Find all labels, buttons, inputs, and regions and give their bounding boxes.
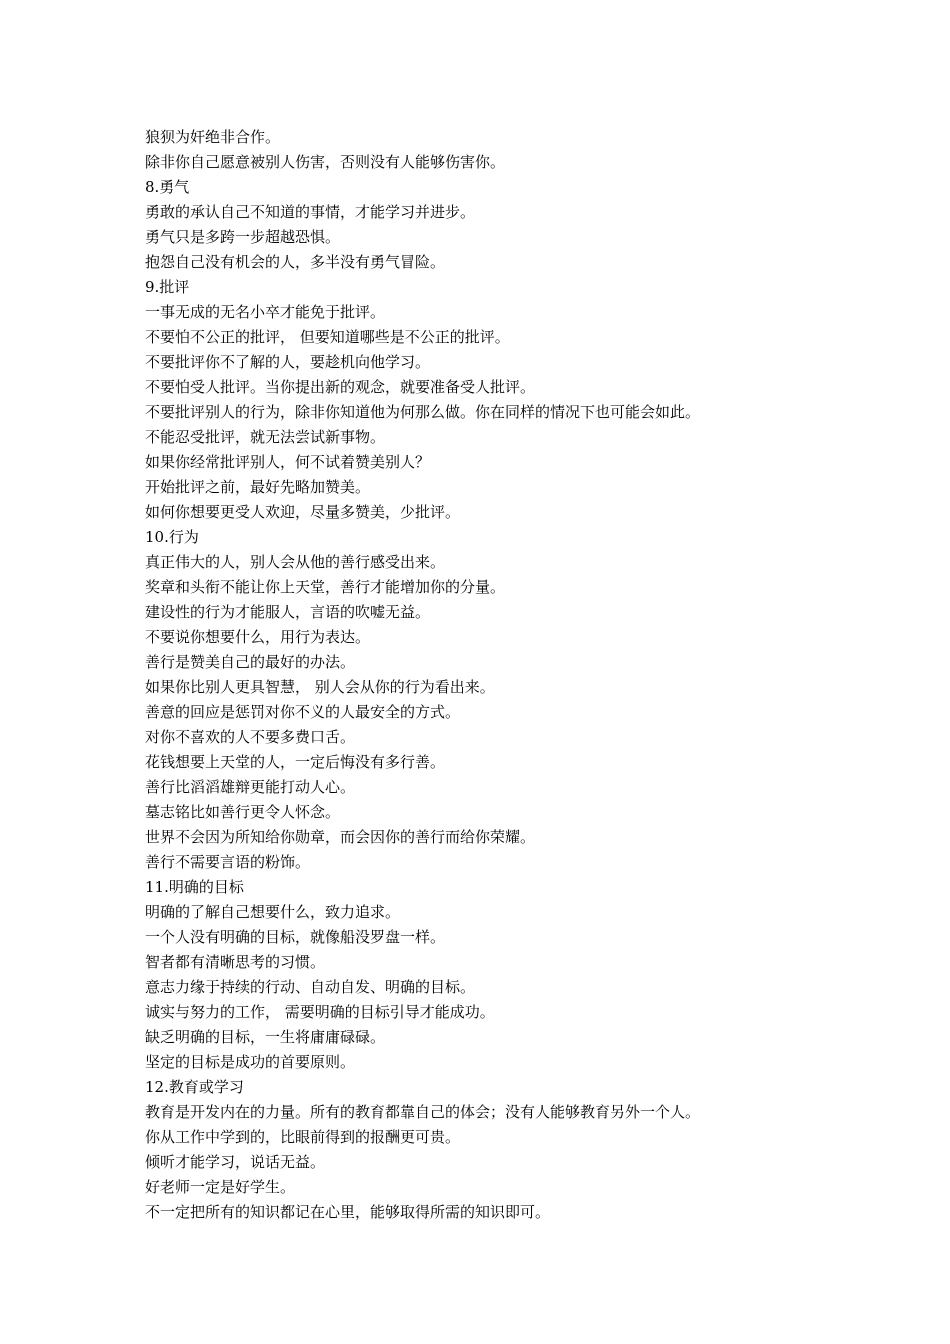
text-line: 善行不需要言语的粉饰。: [145, 853, 311, 871]
text-line: 智者都有清晰思考的习惯。: [145, 953, 326, 971]
text-line: 世界不会因为所知给你勋章，而会因你的善行而给你荣耀。: [145, 828, 536, 846]
text-line: 如果你经常批评别人，何不试着赞美别人？: [145, 453, 431, 471]
text-line: 勇敢的承认自己不知道的事情，才能学习并进步。: [145, 203, 476, 221]
text-line: 花钱想要上天堂的人，一定后悔没有多行善。: [145, 753, 446, 771]
text-line: 一个人没有明确的目标，就像船没罗盘一样。: [145, 928, 446, 946]
text-line: 除非你自己愿意被别人伤害，否则没有人能够伤害你。: [145, 153, 506, 171]
text-line: 不能忍受批评，就无法尝试新事物。: [145, 428, 386, 446]
text-line: 抱怨自己没有机会的人，多半没有勇气冒险。: [145, 253, 446, 271]
text-line: 真正伟大的人，别人会从他的善行感受出来。: [145, 553, 446, 571]
text-line: 意志力缘于持续的行动、自动自发、明确的目标。: [145, 978, 476, 996]
text-line: 善行是赞美自己的最好的办法。: [145, 653, 356, 671]
section-heading: 8.勇气: [145, 178, 190, 196]
text-line: 不一定把所有的知识都记在心里，能够取得所需的知识即可。: [145, 1203, 551, 1221]
text-line: 不要批评你不了解的人，要趁机向他学习。: [145, 353, 431, 371]
text-line: 教育是开发内在的力量。所有的教育都靠自己的体会；没有人能够教育另外一个人。: [145, 1103, 701, 1121]
text-line: 墓志铭比如善行更令人怀念。: [145, 803, 341, 821]
text-line: 不要怕不公正的批评， 但要知道哪些是不公正的批评。: [145, 328, 510, 346]
text-line: 勇气只是多跨一步超越恐惧。: [145, 228, 341, 246]
text-line: 坚定的目标是成功的首要原则。: [145, 1053, 356, 1071]
text-line: 倾听才能学习，说话无益。: [145, 1153, 326, 1171]
text-line: 不要说你想要什么，用行为表达。: [145, 628, 371, 646]
text-line: 如果你比别人更具智慧， 别人会从你的行为看出来。: [145, 678, 495, 696]
text-line: 你从工作中学到的，比眼前得到的报酬更可贵。: [145, 1128, 461, 1146]
text-line: 狼狈为奸绝非合作。: [145, 128, 281, 146]
text-line: 缺乏明确的目标，一生将庸庸碌碌。: [145, 1028, 386, 1046]
section-heading: 10.行为: [145, 528, 199, 546]
text-line: 不要怕受人批评。当你提出新的观念，就要准备受人批评。: [145, 378, 536, 396]
section-heading: 9.批评: [145, 278, 190, 296]
text-line: 不要批评别人的行为，除非你知道他为何那么做。你在同样的情况下也可能会如此。: [145, 403, 701, 421]
section-heading: 12.教育或学习: [145, 1078, 244, 1096]
text-line: 开始批评之前，最好先略加赞美。: [145, 478, 371, 496]
section-heading: 11.明确的目标: [145, 878, 244, 896]
text-line: 诚实与努力的工作， 需要明确的目标引导才能成功。: [145, 1003, 495, 1021]
document-body: [145, 125, 845, 1225]
text-line: 善意的回应是惩罚对你不义的人最安全的方式。: [145, 703, 461, 721]
text-line: 明确的了解自己想要什么，致力追求。: [145, 903, 401, 921]
text-line: 奖章和头衔不能让你上天堂，善行才能增加你的分量。: [145, 578, 506, 596]
text-line: 建设性的行为才能服人，言语的吹嘘无益。: [145, 603, 431, 621]
text-line: 如何你想要更受人欢迎，尽量多赞美，少批评。: [145, 503, 461, 521]
text-line: 一事无成的无名小卒才能免于批评。: [145, 303, 386, 321]
text-line: 好老师一定是好学生。: [145, 1178, 296, 1196]
text-line: 善行比滔滔雄辩更能打动人心。: [145, 778, 356, 796]
text-line: 对你不喜欢的人不要多费口舌。: [145, 728, 356, 746]
